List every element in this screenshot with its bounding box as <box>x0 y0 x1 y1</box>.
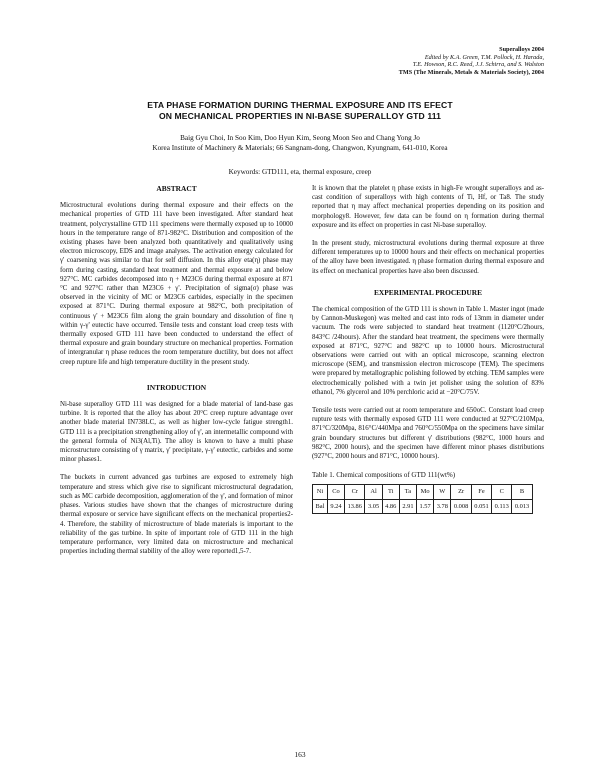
header-line-1: Superalloys 2004 <box>499 46 544 53</box>
table-header-cell: Ti <box>382 485 399 499</box>
table-header-cell: W <box>434 485 451 499</box>
table-header-cell: Al <box>365 485 382 499</box>
title-line-1: ETA PHASE FORMATION DURING THERMAL EXPOSURE AND ITS EFECT <box>147 100 453 110</box>
table-cell: 3.78 <box>434 499 451 513</box>
experimental-paragraph-1: The chemical composition of the GTD 111 is shown in Table 1. Master ingot (made by Cannon-Muskegon) was melted and cast into rods of 13mm in diameter under vacuum. The rods were subjected to standard heat treatment (1120°C/2hours, 843°C /24hours). After the standard heat treatment, the specimens were thermally exposed at 871°C, 927°C and 982°C up to 10000 hours. Microstructural observations were carried out with an optical microscope, scanning electron microscope (SEM), and transmission electron microscope (TEM). The specimens were prepared by metallographic polishing followed by etching. TEM samples were electrochemically polished with a twin jet polisher using the solution of 83% ethanol, 7% glycerol and 10% perchloric acid at −20°C/75V. <box>312 306 544 396</box>
table-header-cell: C <box>492 485 512 499</box>
authors: Baig Gyu Choi, In Soo Kim, Doo Hyun Kim, Seong Moon Seo and Chang Yong Jo <box>180 134 420 142</box>
introduction-paragraph-1: Ni-base superalloy GTD 111 was designed for a blade material of land-base gas turbine. It is reported that the alloy has about 20°C creep rupture advantage over another blade material IN738LC, as well as higher low-cycle fatigue strength1. GTD 111 is a precipitation strengthening alloy of γ', an intermetallic compound with the general formula of Ni3(Al,Ti). The alloy is known to have a multi phase microstructure consisting of γ matrix, γ' precipitate, γ-γ' eutectic, carbides and some minor phases1. <box>60 401 293 464</box>
table-cell: 2.91 <box>399 499 416 513</box>
table-cell: Bal <box>313 499 328 513</box>
composition-table <box>312 484 533 513</box>
table-cell: 0.051 <box>471 499 491 513</box>
affiliation: Korea Institute of Machinery & Materials; 66 Sangnam-dong, Changwon, Kyungnam, 641-010, Korea <box>152 144 448 152</box>
keywords: Keywords: GTD111, eta, thermal exposure, creep <box>228 168 372 176</box>
author-block <box>60 133 540 153</box>
table-header-cell: Ni <box>313 485 328 499</box>
table-row <box>313 499 533 513</box>
header-line-2: Edited by K.A. Green, T.M. Pollock, H. Harada, <box>424 53 544 61</box>
paper-title <box>60 100 540 122</box>
table-cell: 3.05 <box>365 499 382 513</box>
table-cell: 4.86 <box>382 499 399 513</box>
abstract-text: Microstructural evolutions during thermal exposure and their effects on the mechanical properties of GTD 111 have been investigated. After standard heat treatment, polycrystalline GTD 111 specimens were thermally exposed up to 10000 hours in the temperature range of 871-982°C. Distribution and composition of the existing phases have been analyzed both quantitatively and qualitatively using electron microscopy, EDS and image analyses. The activation energy calculated for γ' coarsening was similar to that for self diffusion. In this alloy eta(η) phase may form during casting, standard heat treatment and thermal exposure at and below 927°C. MC carbides decomposed into η + M23C6 during thermal exposure at 871 °C and 927°C rather than M23C6 + γ'. Precipitation of sigma(σ) phase was observed in the vicinity of MC or M23C6 carbides, especially in the specimen exposed at 871°C. During thermal exposure at 982°C, both precipitation of continuous γ' + M23C6 film along the grain boundary and dissolution of fine η within γ-γ' eutectic have occurred. Tensile tests and constant load creep tests with thermally exposed GTD 111 have been conducted to understand the effect of thermal exposure and grain boundary structure on mechanical properties. Formation of intergranular η phase reduces the room temperature ductility, but does not affect creep rupture life and high temperature ductility in the present study. <box>60 202 293 366</box>
table-header-cell: Mo <box>417 485 434 499</box>
table-header-cell: Zr <box>451 485 471 499</box>
table-cell: 0.013 <box>512 499 532 513</box>
page-number: 163 <box>294 750 306 759</box>
right-column <box>312 184 544 514</box>
table-cell: 0.008 <box>451 499 471 513</box>
table-header-row <box>313 485 533 499</box>
table-header-cell: B <box>512 485 532 499</box>
left-column <box>60 184 293 565</box>
table-cell: 1.57 <box>417 499 434 513</box>
table-cell: 0.113 <box>492 499 512 513</box>
table-header-cell: Ta <box>399 485 416 499</box>
header-line-4: TMS (The Minerals, Metals & Materials Society), 2004 <box>398 68 544 76</box>
experimental-heading: EXPERIMENTAL PROCEDURE <box>373 287 483 297</box>
introduction-heading: INTRODUCTION <box>146 382 207 392</box>
table-cell: 13.86 <box>345 499 365 513</box>
table-header-cell: Co <box>327 485 344 499</box>
right-paragraph-2: In the present study, microstructural evolutions during thermal exposure at three different temperatures up to 10000 hours and their effects on mechanical properties of the alloy have been investigated. η phase formation during thermal exposure and its effect on mechanical properties have also been discussed. <box>312 240 544 275</box>
table-header-cell: Cr <box>345 485 365 499</box>
right-paragraph-1: It is known that the platelet η phase exists in high-Fe wrought superalloys and as-cast condition of superalloys with high contents of Ti, Hf, or Ta8. The study reported that η may affect mechanical properties depending on its position and morphology8. However, few data can be found on η formation during thermal exposure and its effect on properties in cast Ni-base superalloy. <box>312 185 544 229</box>
introduction-paragraph-2: The buckets in current advanced gas turbines are exposed to extremely high temperature and stress which give rise to significant microstructural degradation, such as MC carbide decomposition, agglomeration of the γ', and formation of minor phases. Various studies have shown that the changes of microstructure during thermal exposure or service have significant effects on the mechanical properties2-4. Therefore, the stability of microstructure of blade materials is important to the reliability of the gas turbine. In spite of important role of GTD 111 in the high temperature performance, very limited data on microstructure and mechanical properties including thermal stability of the alloy were reported1,5-7. <box>60 474 293 556</box>
abstract-heading: ABSTRACT <box>156 184 197 193</box>
header-line-3: T.E. Howson, R.C. Reed, J.J. Schirra, and S. Walston <box>412 61 544 69</box>
title-line-2: ON MECHANICAL PROPERTIES IN NI-BASE SUPERALLOY GTD 111 <box>158 111 442 121</box>
experimental-paragraph-2: Tensile tests were carried out at room temperature and 650oC. Constant load creep rupture tests with thermally exposed GTD 111 were conducted at 927°C/210Mpa, 871°C/320Mpa, 816°C/440Mpa and 760°C/550Mpa on the specimens have similar grain boundary structures but different γ' distributions (982°C, 1000 hours and 982°C, 2000 hours), and the specimen have different minor phases distributions (927°C, 2000 hours and 871°C, 10000 hours). <box>312 407 544 461</box>
proceedings-header <box>399 46 544 76</box>
table-caption: Table 1. Chemical compositions of GTD 111(wt%) <box>312 471 456 480</box>
table-header-cell: Fe <box>471 485 491 499</box>
table-cell: 9.24 <box>327 499 344 513</box>
